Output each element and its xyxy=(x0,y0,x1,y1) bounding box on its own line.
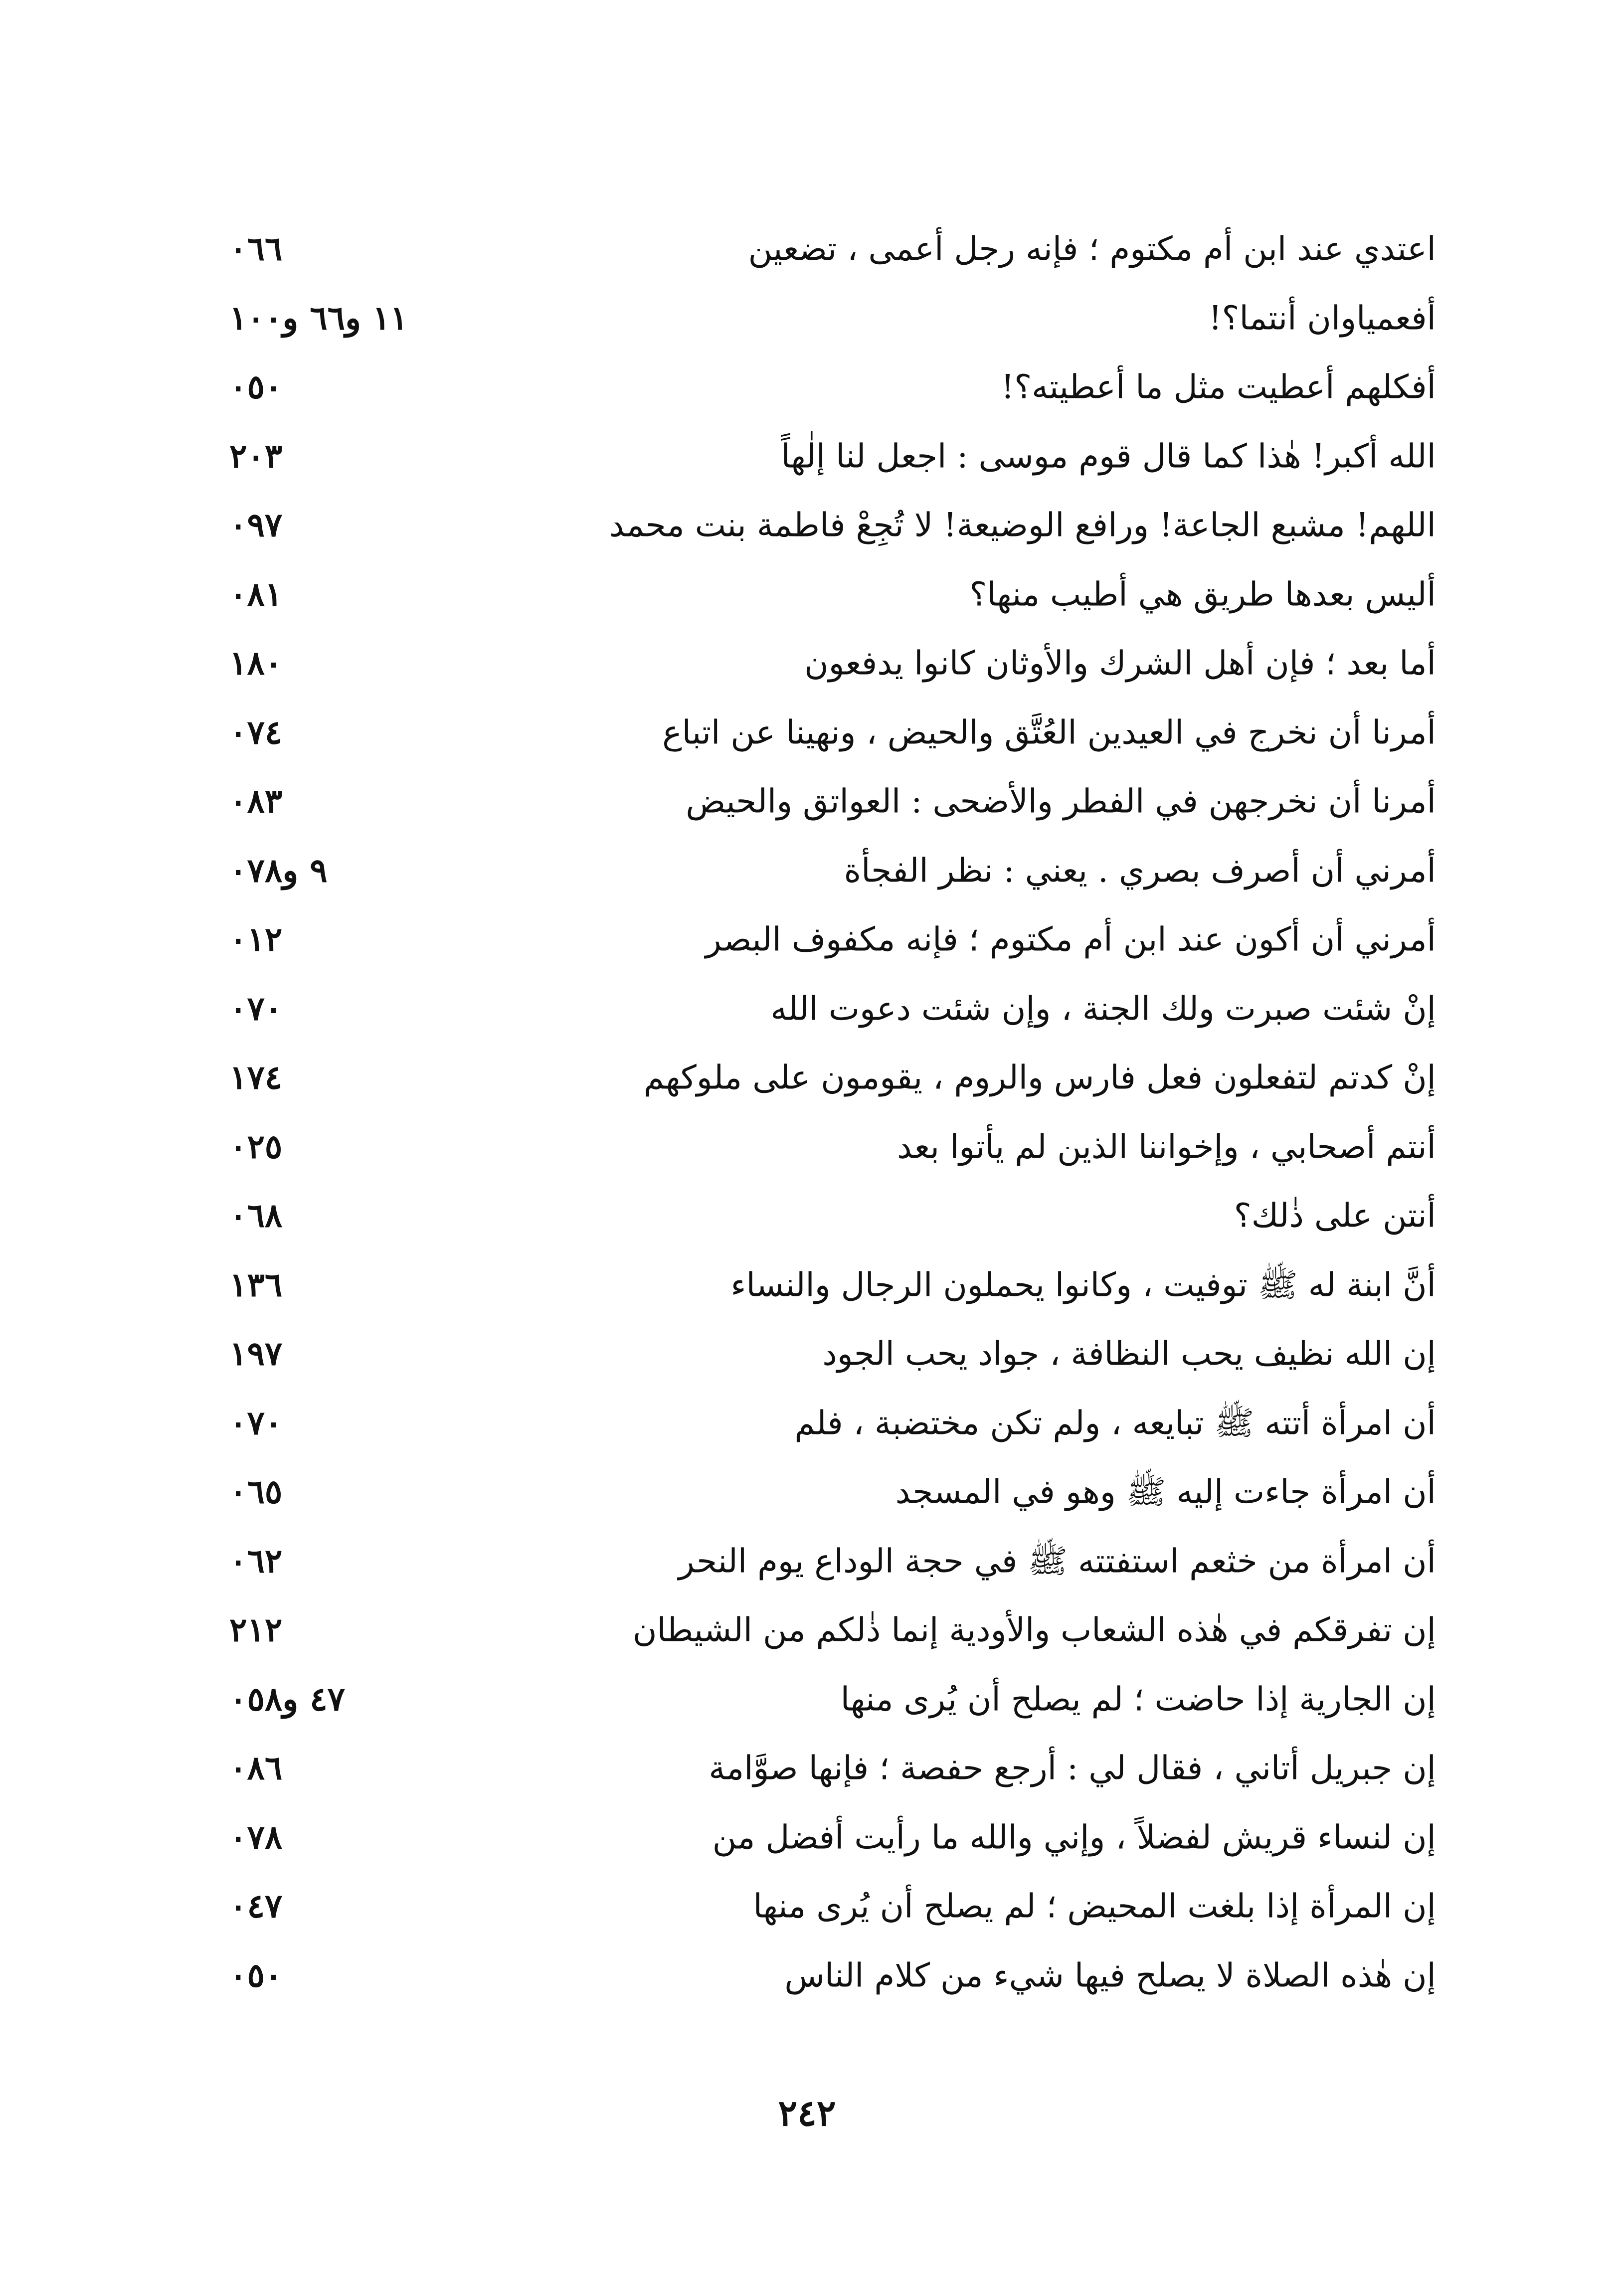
index-row xyxy=(219,1250,1436,1320)
hadith-incipit: أنتم أصحابي ، وإخواننا الذين لم يأتوا بعد xyxy=(897,1127,1436,1166)
hadith-incipit: أنَّ ابنة له ﷺ توفيت ، وكانوا يحملون الرجال والنساء xyxy=(730,1265,1436,1304)
page-reference: ٠٨٣ xyxy=(229,781,283,821)
index-row xyxy=(219,1181,1436,1250)
hadith-incipit: إن لنساء قريش لفضلاً ، وإني والله ما رأيت أفضل من xyxy=(712,1818,1436,1857)
hadith-incipit: أن امرأة جاءت إليه ﷺ وهو في المسجد xyxy=(895,1472,1436,1511)
hadith-incipit: اللهم! مشبع الجاعة! ورافع الوضيعة! لا تُجِعْ فاطمة بنت محمد xyxy=(609,506,1436,544)
hadith-incipit: أفكلهم أعطيت مثل ما أعطيته؟! xyxy=(1001,367,1436,406)
index-row xyxy=(219,905,1436,974)
page-reference: ٠٦٢ xyxy=(229,1541,283,1581)
hadith-incipit: أن امرأة من خثعم استفتته ﷺ في حجة الوداع يوم النحر xyxy=(678,1542,1436,1581)
hadith-incipit: أن امرأة أتته ﷺ تبايعه ، ولم تكن مختضبة ، فلم xyxy=(794,1404,1436,1442)
hadith-incipit: أمرنا أن نخرج في العيدين العُتَّق والحيض ، ونهينا عن اتباع xyxy=(662,713,1436,752)
page-reference: ١٩٧ xyxy=(229,1334,283,1373)
index-row xyxy=(219,1665,1436,1734)
hadith-incipit: أليس بعدها طريق هي أطيب منها؟ xyxy=(969,575,1436,614)
index-row xyxy=(219,629,1436,698)
hadith-incipit: إن المرأة إذا بلغت المحيض ؛ لم يصلح أن يُرى منها xyxy=(753,1887,1436,1926)
page-reference: ٠٦٨ xyxy=(229,1196,283,1235)
page-reference: ٠٤٧ xyxy=(229,1886,283,1926)
index-row xyxy=(219,353,1436,422)
index-row xyxy=(219,1457,1436,1527)
page-reference: ٢١٢ xyxy=(229,1610,283,1649)
page-reference: ٠٥٠ xyxy=(229,1955,283,1995)
index-row xyxy=(219,1319,1436,1389)
page-reference: ٢٠٣ xyxy=(229,436,283,476)
page-reference: ٩ و٠٧٨ xyxy=(229,851,328,890)
hadith-incipit: إن تفرقكم في هٰذه الشعاب والأودية إنما ذٰلكم من الشيطان xyxy=(633,1610,1436,1649)
index-row xyxy=(219,1527,1436,1596)
hadith-incipit: أما بعد ؛ فإن أهل الشرك والأوثان كانوا يدفعون xyxy=(804,644,1436,683)
page-reference: ٠٧٠ xyxy=(229,1403,283,1442)
page-reference: ٠٧٤ xyxy=(229,712,283,752)
index-row xyxy=(219,214,1436,284)
index-row xyxy=(219,974,1436,1044)
hadith-incipit: إنْ شئت صبرت ولك الجنة ، وإن شئت دعوت الله xyxy=(770,989,1436,1028)
index-row xyxy=(219,1941,1436,2010)
page-reference: ١٨٠ xyxy=(229,643,283,683)
index-row xyxy=(219,836,1436,905)
hadith-incipit: إن الله نظيف يحب النظافة ، جواد يحب الجود xyxy=(822,1334,1436,1373)
index-row xyxy=(219,698,1436,767)
index-row xyxy=(219,1872,1436,1941)
index-row xyxy=(219,1043,1436,1112)
page-reference: ١١ و٦٦ و١٠٠ xyxy=(229,298,408,338)
hadith-incipit: الله أكبر! هٰذا كما قال قوم موسى : اجعل لنا إلٰهاً xyxy=(781,437,1436,476)
index-row xyxy=(219,422,1436,491)
hadith-incipit: إنْ كدتم لتفعلون فعل فارس والروم ، يقومون على ملوكهم xyxy=(644,1058,1436,1097)
index-row xyxy=(219,1734,1436,1803)
page-reference: ٠٩٧ xyxy=(229,505,283,544)
page-reference: ٠٨١ xyxy=(229,574,283,614)
page-reference: ٠٧٠ xyxy=(229,989,283,1028)
index-row xyxy=(219,560,1436,629)
index-row xyxy=(219,1112,1436,1182)
hadith-incipit: أنتن على ذٰلك؟ xyxy=(1234,1196,1436,1235)
index-row xyxy=(219,767,1436,836)
page-reference: ٠٦٦ xyxy=(229,229,283,268)
index-row xyxy=(219,284,1436,353)
index-row xyxy=(219,1595,1436,1665)
index-row xyxy=(219,1389,1436,1458)
page-reference: ٠٥٠ xyxy=(229,367,283,406)
page-reference: ٠١٢ xyxy=(229,919,283,959)
page-reference: ٠٢٥ xyxy=(229,1127,283,1166)
page-reference: ١٧٤ xyxy=(229,1058,283,1097)
hadith-incipit: اعتدي عند ابن أم مكتوم ؛ فإنه رجل أعمى ، تضعين xyxy=(748,229,1436,268)
page-reference: ٤٧ و٠٥٨ xyxy=(229,1679,346,1719)
index-row xyxy=(219,491,1436,560)
hadith-incipit: إن هٰذه الصلاة لا يصلح فيها شيء من كلام الناس xyxy=(784,1956,1436,1995)
page-reference: ٠٧٨ xyxy=(229,1817,283,1857)
page-number: ٢٤٢ xyxy=(778,2092,836,2134)
hadith-incipit: إن جبريل أتاني ، فقال لي : أرجع حفصة ؛ فإنها صوَّامة xyxy=(709,1749,1436,1787)
hadith-incipit: إن الجارية إذا حاضت ؛ لم يصلح أن يُرى منها xyxy=(840,1680,1436,1719)
hadith-incipit: أفعمياوان أنتما؟! xyxy=(1208,299,1436,338)
hadith-index-list xyxy=(219,214,1436,2010)
hadith-incipit: أمرنا أن نخرجهن في الفطر والأضحى : العواتق والحيض xyxy=(686,782,1436,821)
index-row xyxy=(219,1803,1436,1872)
hadith-incipit: أمرني أن أصرف بصري . يعني : نظر الفجأة xyxy=(844,851,1436,890)
page-reference: ١٣٦ xyxy=(229,1265,283,1304)
page-reference: ٠٨٦ xyxy=(229,1748,283,1787)
hadith-incipit: أمرني أن أكون عند ابن أم مكتوم ؛ فإنه مكفوف البصر xyxy=(705,920,1436,959)
page-reference: ٠٦٥ xyxy=(229,1472,283,1511)
